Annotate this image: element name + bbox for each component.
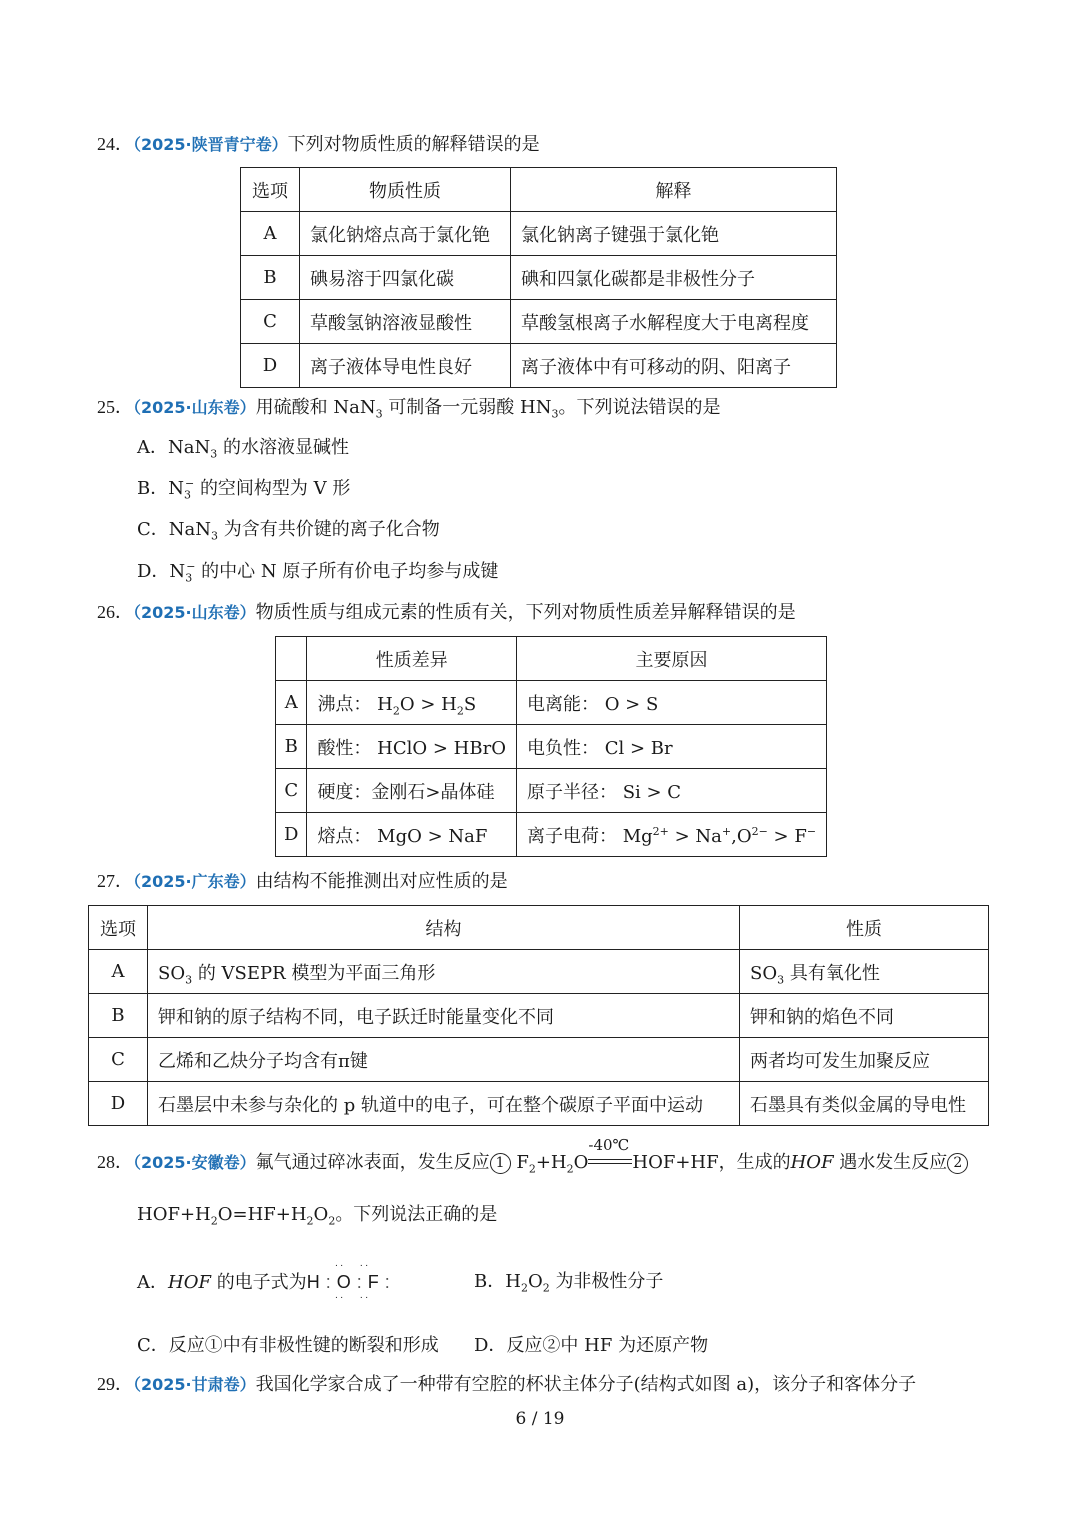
question-28: 28．（2025·安徽卷）氟气通过碎冰表面，发生反应 1 $F_2+H_2O$ -40℃ HOF+HF，生成的HOF 遇水发生反应 2 [97, 1150, 968, 1175]
table-cell: B [241, 256, 300, 300]
reaction-equation: $HOF+H_2O=HF+H_2O_2$。下列说法正确的是 [137, 1204, 498, 1228]
question-number: 27． [97, 871, 133, 891]
option-text: 为含有共价键的离子化合物 [223, 519, 440, 540]
question-stem: 。下列说法错误的是 [558, 397, 721, 418]
table-header-row [241, 168, 837, 212]
table-cell: 硬度：金刚石>晶体硅 [307, 769, 517, 813]
circled-one: 1 [490, 1153, 511, 1174]
option-text: 反应①中有非极性键的断裂和形成 [168, 1335, 439, 1356]
header-cell: 选项 [241, 168, 300, 212]
option-text: 的电子式为 [216, 1272, 307, 1293]
table-cell: 乙烯和乙炔分子均含有π键 [148, 1038, 740, 1082]
table-cell: 酸性： HClO > HBrO [307, 725, 517, 769]
reaction-condition: -40℃ [588, 1153, 632, 1173]
table-cell: D [276, 813, 307, 857]
table-cell: A [276, 681, 307, 725]
table-cell: C [89, 1038, 148, 1082]
table-cell: 碘和四氯化碳都是非极性分子 [511, 256, 837, 300]
table-row [241, 212, 837, 256]
table-header-row [276, 637, 827, 681]
table-row [276, 769, 827, 813]
question-29 [97, 1372, 916, 1397]
table-cell: D [241, 344, 300, 388]
table-header-row [89, 906, 989, 950]
table-cell: 电负性： Cl > Br [516, 725, 826, 769]
option-text: 的中心 N 原子所有价电子均参与成键 [201, 561, 499, 582]
header-cell [276, 637, 307, 681]
table-cell: A [241, 212, 300, 256]
option-b[interactable]: B．$H_2O_2$ 为非极性分子 [474, 1271, 664, 1295]
table-cell: 熔点： MgO > NaF [307, 813, 517, 857]
table-cell: 碘易溶于四氯化碳 [300, 256, 511, 300]
table-cell: 钾和钠的焰色不同 [740, 994, 989, 1038]
header-cell: 解释 [511, 168, 837, 212]
question-stem: ，生成的 [718, 1152, 791, 1173]
option-text: 的空间构型为 V 形 [199, 478, 351, 499]
table-cell: 草酸氢根离子水解程度大于电离程度 [511, 300, 837, 344]
table-cell: B [276, 725, 307, 769]
circled-two: 2 [947, 1153, 968, 1174]
question-stem: 可制备一元弱酸 [388, 397, 515, 418]
question-stem: 物质性质与组成元素的性质有关，下列对物质性质差异解释错误的是 [255, 602, 796, 623]
table-cell: 两者均可发生加聚反应 [740, 1038, 989, 1082]
question-stem: 我国化学家合成了一种带有空腔的杯状主体分子(结构式如图 a)，该分子和客体分子 [255, 1374, 917, 1395]
table-row [89, 1082, 989, 1126]
table-cell: 离子液体导电性良好 [300, 344, 511, 388]
option-c[interactable]: C．NaN$_3$ 为含有共价键的离子化合物 [137, 519, 440, 543]
table-cell: C [241, 300, 300, 344]
table-row [241, 344, 837, 388]
option-d[interactable]: D．反应②中 HF 为还原产物 [474, 1335, 709, 1356]
table-cell: B [89, 994, 148, 1038]
table-cell: 电离能： O > S [516, 681, 826, 725]
table-cell: $SO_3$ 的 VSEPR 模型为平面三角形 [148, 950, 740, 994]
question-source: （2025·陕晋青宁卷） [133, 135, 288, 154]
question-24 [97, 132, 540, 157]
q27-table [88, 905, 989, 1126]
question-stem: 遇水发生反应 [839, 1152, 948, 1173]
option-text: 反应②中 [506, 1335, 579, 1356]
option-c[interactable]: C．反应①中有非极性键的断裂和形成 [137, 1335, 439, 1356]
question-source: （2025·山东卷） [133, 603, 256, 622]
table-row [241, 300, 837, 344]
lewis-structure-icon: H:O:F: ·· ·· ·· ·· [306, 1260, 396, 1303]
header-cell: 结构 [148, 906, 740, 950]
table-cell: 沸点： $H_2O > H_2S$ [307, 681, 517, 725]
question-source: （2025·广东卷） [133, 872, 256, 891]
table-cell: $SO_3$ 具有氧化性 [740, 950, 989, 994]
header-cell: 性质 [740, 906, 989, 950]
option-a[interactable]: A．HOF 的电子式为H:O:F: ·· ·· ·· ·· [137, 1260, 396, 1303]
question-25: 25．（2025·山东卷）用硫酸和 NaN$_3$ 可制备一元弱酸 $HN_3$。下列说法错误的是 [97, 397, 721, 421]
table-cell: 原子半径： Si > C [516, 769, 826, 813]
q26-table [275, 636, 827, 857]
option-text: 为非极性分子 [555, 1271, 664, 1292]
header-cell: 性质差异 [307, 637, 517, 681]
question-stem: 由结构不能推测出对应性质的是 [255, 871, 508, 892]
option-a[interactable]: A．NaN$_3$ 的水溶液显碱性 [137, 437, 349, 461]
table-row [89, 950, 989, 994]
table-cell: A [89, 950, 148, 994]
question-26 [97, 600, 796, 625]
table-cell: 石墨层中未参与杂化的 p 轨道中的电子，可在整个碳原子平面中运动 [148, 1082, 740, 1126]
question-number: 25． [97, 397, 133, 417]
table-row [276, 813, 827, 857]
table-row [89, 1038, 989, 1082]
table-cell: 氯化钠熔点高于氯化铯 [300, 212, 511, 256]
option-d[interactable]: D．$N_3^-$ 的中心 N 原子所有价电子均参与成键 [137, 560, 499, 585]
question-27 [97, 869, 508, 894]
header-cell: 主要原因 [516, 637, 826, 681]
table-cell: D [89, 1082, 148, 1126]
table-cell: 离子液体中有可移动的阴、阳离子 [511, 344, 837, 388]
table-row [276, 681, 827, 725]
question-source: （2025·安徽卷） [133, 1153, 256, 1172]
question-number: 28． [97, 1152, 133, 1172]
question-number: 24． [97, 134, 133, 154]
question-source: （2025·山东卷） [133, 398, 256, 417]
q24-table [240, 167, 837, 388]
table-cell: C [276, 769, 307, 813]
table-cell: 石墨具有类似金属的导电性 [740, 1082, 989, 1126]
question-number: 29． [97, 1374, 133, 1394]
table-cell: 钾和钠的原子结构不同，电子跃迁时能量变化不同 [148, 994, 740, 1038]
table-row [276, 725, 827, 769]
option-b[interactable]: B．$N_3^-$ 的空间构型为 V 形 [137, 477, 351, 502]
question-stem: 用硫酸和 [255, 397, 328, 418]
question-stem: 氟气通过碎冰表面，发生反应 [255, 1152, 490, 1173]
table-row [241, 256, 837, 300]
option-text: 的水溶液显碱性 [222, 437, 349, 458]
question-stem: 下列对物质性质的解释错误的是 [287, 134, 540, 155]
question-source: （2025·甘肃卷） [133, 1375, 256, 1394]
table-cell: 离子电荷： $Mg^{2+} > Na^+,O^{2-} > F^-$ [516, 813, 826, 857]
table-cell: 氯化钠离子键强于氯化铯 [511, 212, 837, 256]
header-cell: 选项 [89, 906, 148, 950]
table-row [89, 994, 989, 1038]
question-number: 26． [97, 602, 133, 622]
question-stem: 。下列说法正确的是 [335, 1204, 498, 1225]
page-number: 6 / 19 [515, 1409, 565, 1429]
option-text: 为还原产物 [618, 1335, 709, 1356]
header-cell: 物质性质 [300, 168, 511, 212]
table-cell: 草酸氢钠溶液显酸性 [300, 300, 511, 344]
